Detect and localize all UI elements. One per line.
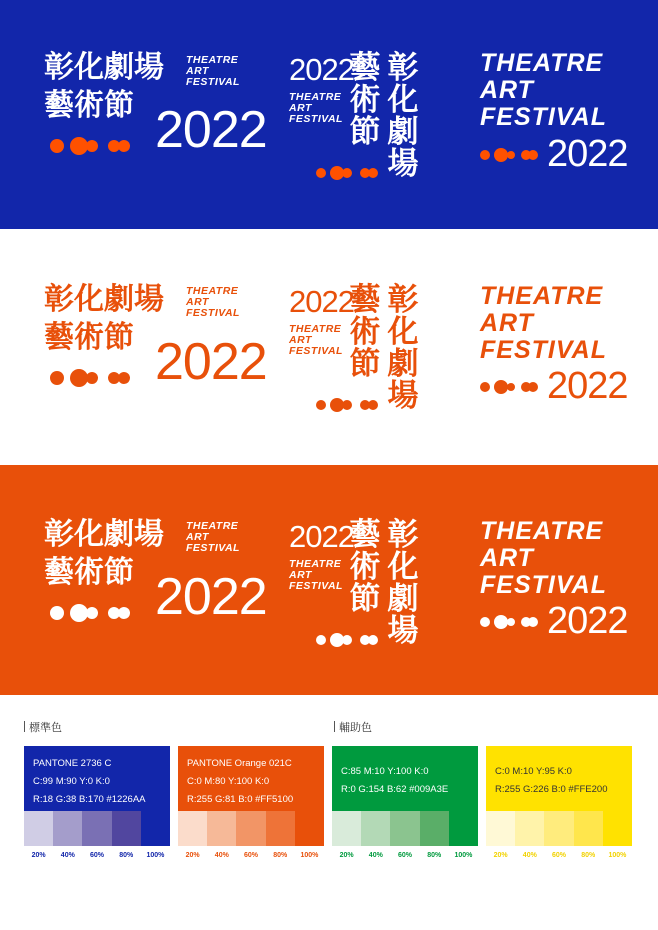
tint-100: [603, 811, 632, 846]
logo-en-line3: FESTIVAL: [186, 307, 240, 319]
percent-label: 20%: [339, 852, 354, 859]
tint-80: [420, 811, 449, 846]
swatch-tints: [24, 811, 170, 846]
logo-en-line1: THEATRE: [186, 285, 239, 297]
tint-80: [574, 811, 603, 846]
logo-en-line3: FESTIVAL: [289, 113, 343, 125]
logo-vert-char: 劇: [387, 114, 419, 150]
percent-label: 60%: [244, 852, 259, 859]
logo-vert-char: 化: [387, 549, 419, 585]
swatch-tints: [486, 811, 632, 846]
logo-en-stack-b: [289, 92, 343, 125]
tint-percent-labels: [24, 852, 170, 859]
logo-en-line2: ART: [480, 309, 534, 337]
auxiliary-color-heading: [334, 719, 372, 735]
logo-en-line1: THEATRE: [289, 558, 342, 570]
logo-en-line3: FESTIVAL: [480, 571, 607, 599]
swatch-card-orange: [178, 746, 324, 859]
swatch-main: [24, 746, 170, 811]
heading-divider: [24, 721, 25, 732]
logo-en-line2: ART: [289, 334, 312, 346]
logo-en-stack-b: [289, 324, 343, 357]
logo-year-c: 2022: [547, 133, 628, 175]
logo-vert-char: 彰: [387, 517, 419, 553]
logo-en-line1: THEATRE: [480, 282, 604, 310]
tint-80: [112, 811, 141, 846]
percent-label: 20%: [31, 852, 46, 859]
logo-vert-char: 彰: [387, 282, 419, 318]
logo-vert-char: 彰: [387, 50, 419, 86]
logo-dots-mark-b: [316, 164, 386, 182]
tint-40: [515, 811, 544, 846]
logo-en-line3: FESTIVAL: [289, 345, 343, 357]
logo-year-b: 2022: [289, 519, 354, 554]
tint-60: [544, 811, 573, 846]
percent-label: 20%: [493, 852, 508, 859]
tint-20: [24, 811, 53, 846]
percent-label: 60%: [398, 852, 413, 859]
logo-dots-mark-c: [480, 378, 540, 396]
percent-label: 80%: [427, 852, 442, 859]
logo-vert-char: 劇: [387, 581, 419, 617]
logo-band-white: [0, 229, 658, 465]
logo-band-orange: [0, 465, 658, 695]
logo-en-big: [480, 518, 607, 599]
swatch-line: R:18 G:38 B:170 #1226AA: [33, 794, 146, 805]
logo-vert-char: 節: [349, 114, 381, 150]
swatch-line: PANTONE Orange 021C: [187, 758, 292, 769]
logo-vert-char: 場: [387, 378, 419, 414]
standard-color-heading: [24, 719, 62, 735]
logo-vert-char: 場: [387, 146, 419, 182]
logo-dots-mark-c: [480, 146, 540, 164]
percent-label: 40%: [60, 852, 75, 859]
percent-label: 40%: [368, 852, 383, 859]
logo-en-line1: THEATRE: [289, 323, 342, 335]
swatch-line: R:255 G:226 B:0 #FFE200: [495, 784, 608, 795]
logo-en-line1: THEATRE: [186, 54, 239, 66]
swatch-card-blue: [24, 746, 170, 859]
logo-vert-char: 場: [387, 613, 419, 649]
logo-cjk-line2: 藝術節: [44, 555, 134, 590]
logo-vert-col1: [348, 519, 382, 615]
percent-label: 100%: [300, 852, 319, 859]
logo-en-line3: FESTIVAL: [186, 76, 240, 88]
percent-label: 80%: [581, 852, 596, 859]
heading-divider: [334, 721, 335, 732]
logo-year: 2022: [155, 101, 267, 159]
logo-en-line2: ART: [186, 531, 209, 543]
logo-en-line2: ART: [289, 569, 312, 581]
logo-en-stack: [186, 286, 240, 319]
logo-vert-col2: [386, 52, 420, 180]
logo-year-c: 2022: [547, 600, 628, 642]
logo-dots-mark-b: [316, 396, 386, 414]
standard-color-label: 標準色: [29, 722, 62, 734]
percent-label: 60%: [552, 852, 567, 859]
logo-en-line1: THEATRE: [480, 49, 604, 77]
logo-vert-char: 劇: [387, 346, 419, 382]
logo-en-line1: THEATRE: [480, 517, 604, 545]
logo-vert-char: 術: [349, 549, 381, 585]
logo-vert-char: 藝: [349, 282, 381, 318]
tint-percent-labels: [178, 852, 324, 859]
logo-en-line2: ART: [480, 544, 534, 572]
auxiliary-color-label: 輔助色: [339, 722, 372, 734]
logo-dots-mark: [50, 368, 140, 388]
swatch-line: R:255 G:81 B:0 #FF5100: [187, 794, 294, 805]
logo-year-c: 2022: [547, 365, 628, 407]
percent-label: 100%: [146, 852, 165, 859]
logo-en-line3: FESTIVAL: [480, 336, 607, 364]
percent-label: 40%: [214, 852, 229, 859]
swatch-main: [178, 746, 324, 811]
logo-en-line2: ART: [186, 65, 209, 77]
percent-label: 100%: [454, 852, 473, 859]
logo-vert-char: 化: [387, 314, 419, 350]
logo-en-line3: FESTIVAL: [186, 542, 240, 554]
percent-label: 80%: [119, 852, 134, 859]
logo-vert-char: 藝: [349, 517, 381, 553]
logo-year: 2022: [155, 568, 267, 626]
percent-label: 20%: [185, 852, 200, 859]
tint-percent-labels: [332, 852, 478, 859]
logo-year-b: 2022: [289, 284, 354, 319]
tint-40: [207, 811, 236, 846]
swatch-line: C:99 M:90 Y:0 K:0: [33, 776, 110, 787]
logo-en-big: [480, 50, 607, 131]
tint-100: [449, 811, 478, 846]
swatch-card-green: [332, 746, 478, 859]
logo-vert-col1: [348, 284, 382, 380]
logo-vert-char: 術: [349, 82, 381, 118]
tint-40: [53, 811, 82, 846]
logo-cjk-line1: 彰化劇場: [44, 282, 164, 317]
tint-60: [390, 811, 419, 846]
swatch-line: C:85 M:10 Y:100 K:0: [341, 766, 429, 777]
logo-en-stack-b: [289, 559, 343, 592]
tint-20: [178, 811, 207, 846]
logo-en-line3: FESTIVAL: [289, 580, 343, 592]
logo-en-big: [480, 283, 607, 364]
tint-100: [141, 811, 170, 846]
tint-percent-labels: [486, 852, 632, 859]
logo-vert-col1: [348, 52, 382, 148]
logo-en-line1: THEATRE: [186, 520, 239, 532]
tint-60: [236, 811, 265, 846]
swatch-tints: [178, 811, 324, 846]
logo-dots-mark-b: [316, 631, 386, 649]
logo-year-b: 2022: [289, 52, 354, 87]
logo-vert-char: 藝: [349, 50, 381, 86]
logo-cjk-line1: 彰化劇場: [44, 517, 164, 552]
logo-en-line3: FESTIVAL: [480, 103, 607, 131]
logo-dots-mark-c: [480, 613, 540, 631]
logo-vert-char: 節: [349, 581, 381, 617]
logo-en-line2: ART: [480, 76, 534, 104]
swatch-tints: [332, 811, 478, 846]
tint-20: [332, 811, 361, 846]
logo-en-stack: [186, 55, 240, 88]
logo-en-line2: ART: [289, 102, 312, 114]
logo-en-stack: [186, 521, 240, 554]
swatch-main: [486, 746, 632, 811]
swatch-line: R:0 G:154 B:62 #009A3E: [341, 784, 449, 795]
tint-100: [295, 811, 324, 846]
logo-cjk-line2: 藝術節: [44, 320, 134, 355]
logo-vert-col2: [386, 519, 420, 647]
swatch-line: C:0 M:10 Y:95 K:0: [495, 766, 572, 777]
logo-dots-mark: [50, 603, 140, 623]
logo-en-line1: THEATRE: [289, 91, 342, 103]
percent-label: 60%: [90, 852, 105, 859]
swatch-card-yellow: [486, 746, 632, 859]
percent-label: 40%: [522, 852, 537, 859]
swatch-line: C:0 M:80 Y:100 K:0: [187, 776, 270, 787]
tint-60: [82, 811, 111, 846]
swatch-line: PANTONE 2736 C: [33, 758, 112, 769]
percent-label: 100%: [608, 852, 627, 859]
logo-cjk-line1: 彰化劇場: [44, 50, 164, 85]
logo-vert-col2: [386, 284, 420, 412]
logo-vert-char: 術: [349, 314, 381, 350]
tint-40: [361, 811, 390, 846]
tint-20: [486, 811, 515, 846]
logo-en-line2: ART: [186, 296, 209, 308]
logo-vert-char: 節: [349, 346, 381, 382]
logo-cjk-line2: 藝術節: [44, 88, 134, 123]
logo-vert-char: 化: [387, 82, 419, 118]
percent-label: 80%: [273, 852, 288, 859]
logo-year: 2022: [155, 333, 267, 391]
logo-band-blue: [0, 0, 658, 229]
swatch-main: [332, 746, 478, 811]
logo-dots-mark: [50, 136, 140, 156]
tint-80: [266, 811, 295, 846]
